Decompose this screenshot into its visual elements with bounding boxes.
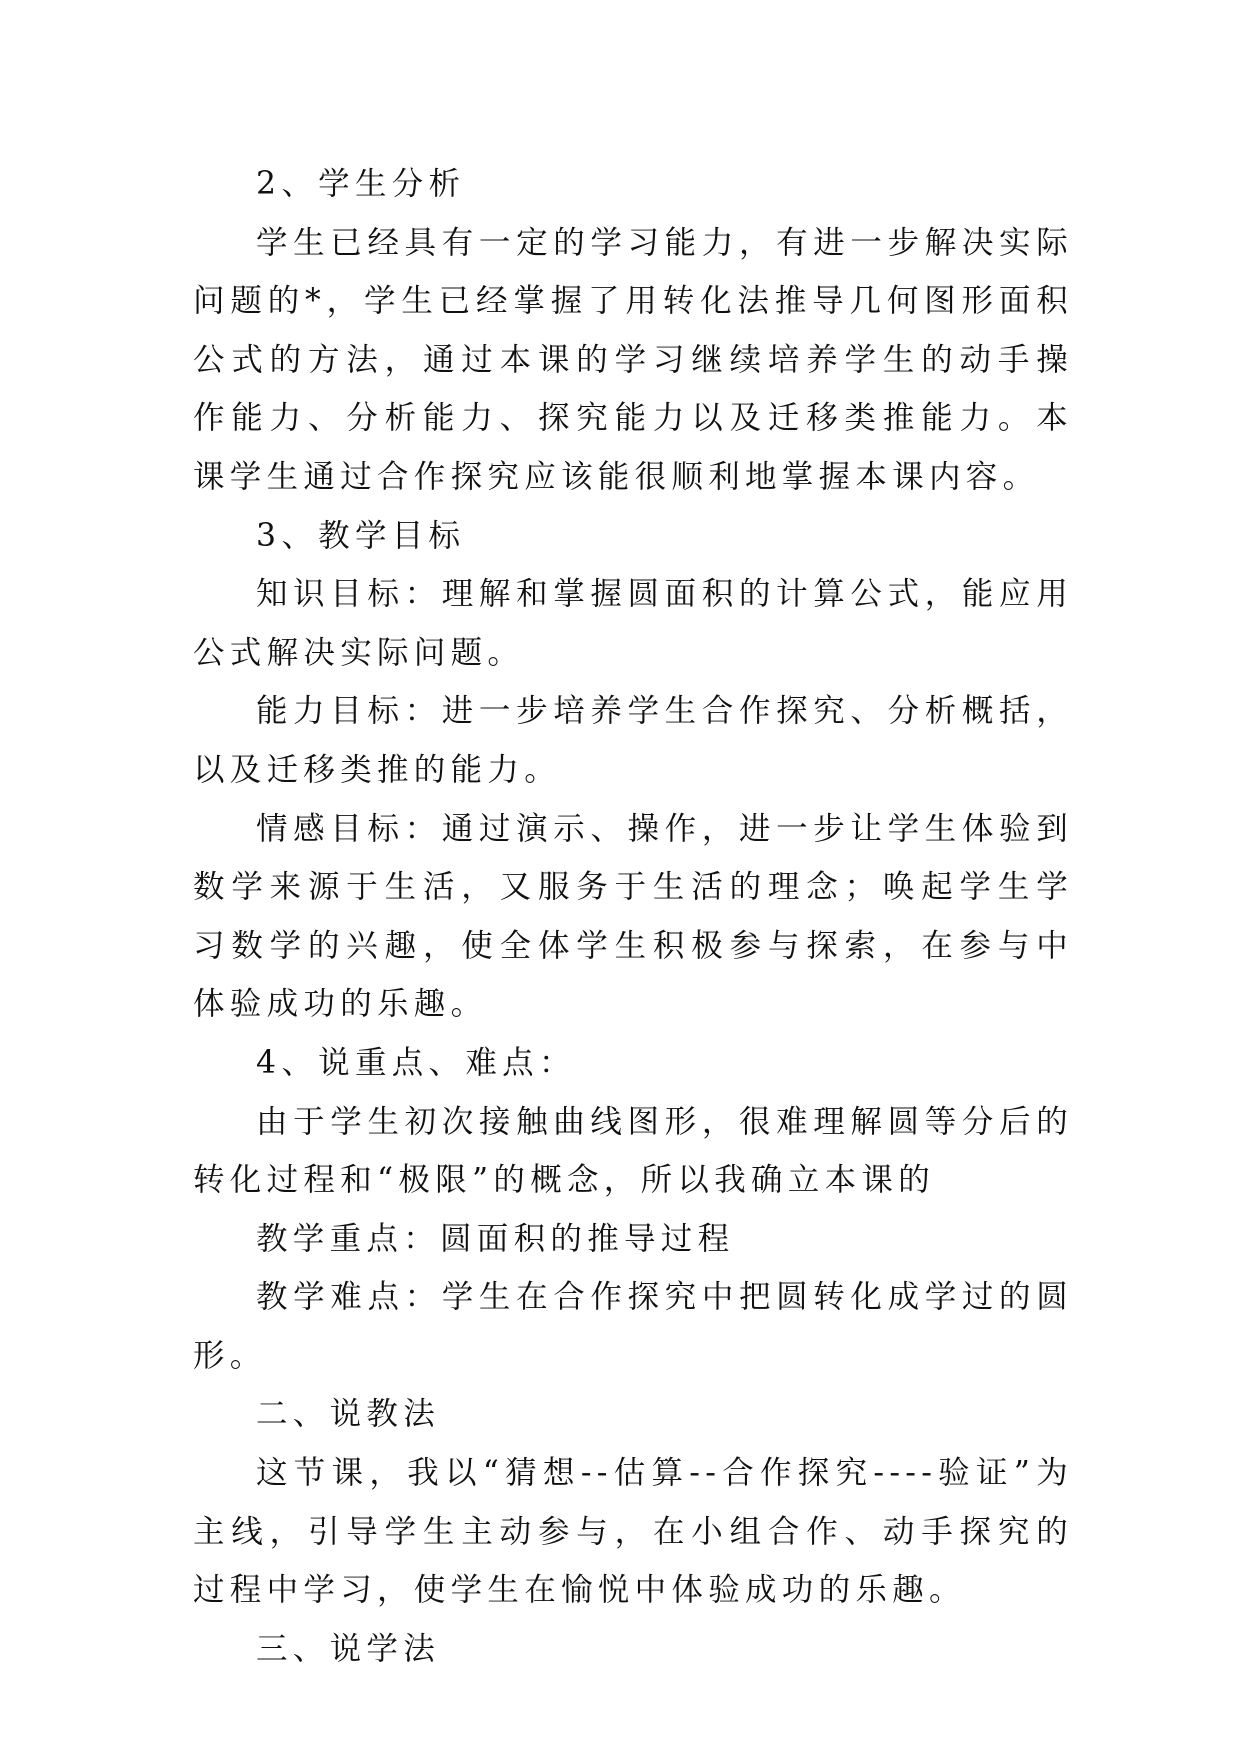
heading-teaching-goals: 3、教学目标 xyxy=(256,517,466,554)
document-body xyxy=(193,155,1073,1678)
heading-teaching-method: 二、说教法 xyxy=(256,1396,441,1433)
paragraph-teaching-difficulty: 教学难点：学生在合作探究中把圆转化成学过的圆形。 xyxy=(193,1279,1073,1374)
heading-student-analysis: 2、学生分析 xyxy=(256,166,466,202)
paragraph-ability-goal: 能力目标：进一步培养学生合作探究、分析概括，以及迁移类推的能力。 xyxy=(193,693,1073,788)
paragraph-student-analysis: 学生已经具有一定的学习能力，有进一步解决实际问题的*，学生已经掌握了用转化法推导几何图形面积公式的方法，通过本课的学习继续培养学生的动手操作能力、分析能力、探究能力以及迁移类推能力。本课学生通过合作探究应该能很顺利地掌握本课内容。 xyxy=(193,224,1073,495)
paragraph-teaching-method: 这节课，我以“猜想--估算--合作探究----验证”为主线，引导学生主动参与，在小组合作、动手探究的过程中学习，使学生在愉悦中体验成功的乐趣。 xyxy=(193,1455,1073,1609)
paragraph-emotion-goal: 情感目标：通过演示、操作，进一步让学生体验到数学来源于生活，又服务于生活的理念；唤起学生学习数学的兴趣，使全体学生积极参与探索，在参与中体验成功的乐趣。 xyxy=(193,810,1073,1023)
heading-learning-method: 三、说学法 xyxy=(256,1630,441,1667)
heading-key-points: 4、说重点、难点： xyxy=(256,1044,576,1081)
paragraph-key-points-intro: 由于学生初次接触曲线图形，很难理解圆等分后的转化过程和“极限”的概念，所以我确立本课的 xyxy=(193,1103,1073,1199)
paragraph-teaching-focus: 教学重点：圆面积的推导过程 xyxy=(256,1220,735,1257)
paragraph-knowledge-goal: 知识目标：理解和掌握圆面积的计算公式，能应用公式解决实际问题。 xyxy=(193,576,1073,671)
